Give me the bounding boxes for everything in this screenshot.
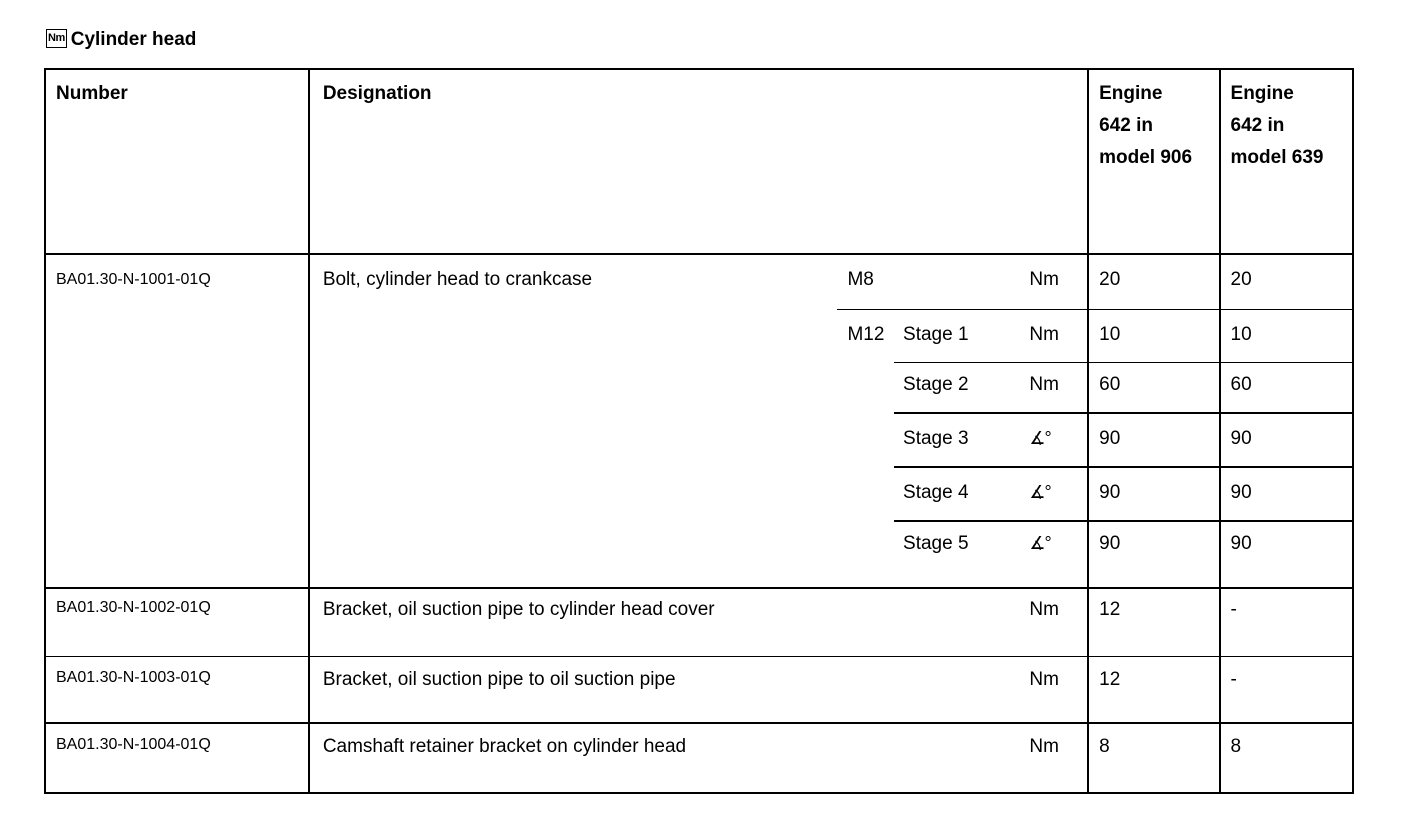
angle-icon: ∡° <box>1025 521 1088 588</box>
row-number: BA01.30-N-1004-01Q <box>45 723 309 793</box>
stage-label: Stage 3 <box>894 413 1025 467</box>
page-title <box>46 22 196 52</box>
unit: Nm <box>1025 656 1088 723</box>
value-906: 60 <box>1088 362 1219 413</box>
table-row <box>45 254 1353 309</box>
unit: Nm <box>1025 254 1088 309</box>
header-number: Number <box>45 69 309 254</box>
thread-m12: M12 <box>837 309 894 588</box>
stage-label: Stage 5 <box>894 521 1025 588</box>
row-number: BA01.30-N-1002-01Q <box>45 588 309 656</box>
value-906: 90 <box>1088 521 1219 588</box>
value-906: 90 <box>1088 413 1219 467</box>
table-row <box>45 588 1353 656</box>
value-639: 90 <box>1220 467 1353 521</box>
stage-label: Stage 2 <box>894 362 1025 413</box>
stage-label: Stage 1 <box>894 309 1025 362</box>
value-639: - <box>1220 588 1353 656</box>
row-designation: Bracket, oil suction pipe to cylinder head cover <box>309 588 1026 656</box>
value-906: 8 <box>1088 723 1219 793</box>
torque-table <box>44 68 1354 794</box>
value-639: 20 <box>1220 254 1353 309</box>
table-row <box>45 723 1353 793</box>
thread-m8: M8 <box>837 254 1025 309</box>
value-639: 10 <box>1220 309 1353 362</box>
angle-icon: ∡° <box>1025 413 1088 467</box>
unit: Nm <box>1025 309 1088 362</box>
value-906: 90 <box>1088 467 1219 521</box>
angle-icon: ∡° <box>1025 467 1088 521</box>
header-engine-906: Engine 642 in model 906 <box>1088 69 1219 254</box>
value-639: 90 <box>1220 521 1353 588</box>
row-number: BA01.30-N-1001-01Q <box>45 254 309 588</box>
value-639: 60 <box>1220 362 1353 413</box>
value-639: - <box>1220 656 1353 723</box>
header-engine-639: Engine 642 in model 639 <box>1220 69 1353 254</box>
value-906: 12 <box>1088 588 1219 656</box>
header-row <box>45 69 1353 254</box>
value-639: 90 <box>1220 413 1353 467</box>
table-row <box>45 656 1353 723</box>
torque-nm-icon: Nm <box>46 29 67 48</box>
unit: Nm <box>1025 362 1088 413</box>
title-text: Cylinder head <box>70 29 197 50</box>
row-number: BA01.30-N-1003-01Q <box>45 656 309 723</box>
unit: Nm <box>1025 588 1088 656</box>
value-639: 8 <box>1220 723 1353 793</box>
unit: Nm <box>1025 723 1088 793</box>
row-designation: Camshaft retainer bracket on cylinder head <box>309 723 1026 793</box>
row-designation: Bolt, cylinder head to crankcase <box>309 254 838 588</box>
stage-label: Stage 4 <box>894 467 1025 521</box>
value-906: 20 <box>1088 254 1219 309</box>
header-designation: Designation <box>309 69 1088 254</box>
value-906: 10 <box>1088 309 1219 362</box>
value-906: 12 <box>1088 656 1219 723</box>
row-designation: Bracket, oil suction pipe to oil suction pipe <box>309 656 1026 723</box>
